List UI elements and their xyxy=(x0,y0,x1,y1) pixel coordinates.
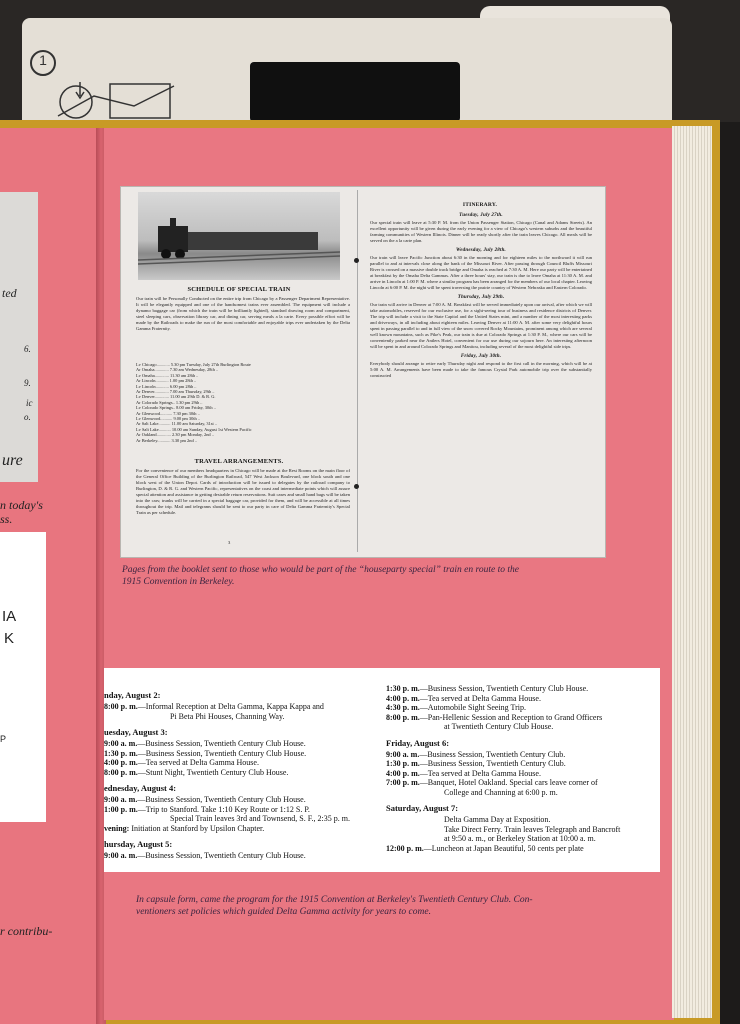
folder-number: 1 xyxy=(30,50,56,76)
staple-icon xyxy=(354,258,359,263)
caption-line: In capsule form, came the program for the 1915 Convention at Berkeley's Twentieth Century Club. Con- xyxy=(136,895,533,905)
program-text: —Business Session, Twentieth Century Club House. xyxy=(137,739,306,748)
itinerary-day-text: Our train will leave Pacific Junction about 6:30 in the morning and for eighteen miles to the northward it will run parallel to and at intervals close along the bank of the Missouri River. After passing through Council Bluffs Missouri River is crossed on a massive double track bridge and Omaha is reached at 7:30 A. M. Here our party will be entertained at breakfast by the Omaha Delta Gammas. After a three hours' stay, our train is due to leave Omaha at 11:30 A. M. and arrive in Lincoln at 1:00 P. M. where a similar program has been arranged for the members of our local chapter. Leaving Lincoln at 6:00 P. M. the night will be spent traversing the prairie country of Western Nebraska and Eastern Colorado. xyxy=(370,255,592,290)
left-card-text: K xyxy=(4,630,15,647)
itinerary-day-text: Our special train will leave at 5:30 P. M. from the Union Passenger Station, Chicago (Canal and Adams Streets). An excellent opportunity will be given during the early evening for a view of Chicago's western suburbs and the beautiful farming communities of Western Illinois. Dinner will be ready shortly after the train leaves Chicago. All meals will be served on the a la carte plan. xyxy=(370,220,592,243)
program-time: 9:00 a. m. xyxy=(104,851,138,860)
program-text: —Business Session, Twentieth Century Club House. xyxy=(419,684,589,693)
train-image-icon xyxy=(138,192,340,280)
program-text: —Automobile Sight Seeing Trip. xyxy=(419,703,527,712)
program-item xyxy=(104,749,384,759)
program-text: —Business Session, Twentieth Century Club House. xyxy=(137,795,306,804)
program-item xyxy=(386,778,660,788)
program-caption xyxy=(136,894,636,918)
schedule-row: Lv Lincoln............ 6.00 pm 28th .. xyxy=(136,383,197,389)
program-item-continuation: at Twentieth Century Club House. xyxy=(444,722,554,731)
program-time: 8:00 p. m. xyxy=(104,767,138,777)
booklet-caption xyxy=(122,564,622,588)
program-text: —Stunt Night, Twentieth Century Club House. xyxy=(137,767,289,777)
program-time: 9:00 a. m. xyxy=(104,795,138,804)
program-time: 1:30 p. m. xyxy=(386,759,420,768)
left-card-text: IA xyxy=(2,608,17,625)
program-time: 8:00 p. m. xyxy=(386,712,420,722)
program-item-continuation: Pi Beta Phi Houses, Channing Way. xyxy=(170,711,285,721)
left-card-text: P xyxy=(0,734,7,744)
scanner-device xyxy=(250,62,460,122)
program-item xyxy=(386,759,660,769)
program-text: —Informal Reception at Delta Gamma, Kappa Kappa and xyxy=(137,702,324,711)
left-photo-text: 9. xyxy=(24,378,31,388)
program-time: 4:00 p. m. xyxy=(386,693,420,703)
program-text: —Tea served at Delta Gamma House. xyxy=(419,768,541,778)
program-item xyxy=(386,694,660,704)
schedule-table xyxy=(136,362,350,444)
schedule-row: Ar Lincoln............ 1.00 pm 28th .. xyxy=(136,378,197,384)
program-time: 7:00 p. m. xyxy=(386,778,420,787)
schedule-row: Ar Omaha............. 7.30 am Wednesday, 28th .. xyxy=(136,367,219,373)
caption-line: 1915 Convention in Berkeley. xyxy=(122,577,235,587)
program-text: —Tea served at Delta Gamma House. xyxy=(419,693,541,703)
left-photo-text: ted xyxy=(2,286,17,300)
left-photo-text: 6. xyxy=(24,344,31,354)
program-item xyxy=(386,703,660,713)
itinerary-day-head: Friday, July 30th. xyxy=(460,354,502,359)
program-text: —Business Session, Twentieth Century Club House. xyxy=(137,851,306,860)
program-text: —Luncheon at Japan Beautiful, 50 cents per plate xyxy=(423,843,584,853)
travel-title: TRAVEL ARRANGEMENTS. xyxy=(194,458,284,465)
program-day-heading: nday, August 2: xyxy=(104,690,161,700)
program-item-continuation: College and Channing at 6:00 p. m. xyxy=(444,787,558,797)
left-bottom-text: r contribu- xyxy=(0,924,53,938)
program-day-heading: hursday, August 5: xyxy=(104,839,173,849)
travel-text: For the convenience of our members headquarters in Chicago will be made at the Rest Rooms on the main floor of the General Office Building of the Burlington Railroad, 547 West Jackson Boulevard, one block south and one block west of the Union Depot. Cards of introduction will be issued to delegates by the railroad company to Burlington, D. & R. G. and Western Pacific, representatives on the coast and intermediate points which will assure special attention and assistance in getting desirable return reservations. Suit cases and small hand bags will be taken into the cars; trunks will be carried in a special baggage car, provided for them, and will be accessible at all times throughout the trip. Mail and telegrams should be sent to our party in care of Delta Gamma Fraternity's Special Train as per schedule. xyxy=(136,468,350,515)
program-time: 1:30 p. m. xyxy=(104,748,138,758)
program-item-continuation: Delta Gamma Day at Exposition. xyxy=(444,815,551,824)
program-time: 1:00 p. m. xyxy=(104,804,138,814)
program-time: 8:00 p. m. xyxy=(104,702,138,711)
schedule-text: Our train will be Personally Conducted on the entire trip from Chicago by a Passenger Department Representative. It will be elegantly equipped and one of the handsomest trains ever assembled. The equipment will include a dynamo baggage car (from which the train will be brilliantly lighted), standard drawing room and compartment, steel sleeping cars, observation library car, and dining car, serving meals a la carte. Every possible effort will be made by the Railroads to make the run of the most comfortable and enjoyable trips ever undertaken by the Delta Gamma Fraternity. xyxy=(136,296,350,331)
schedule-row: Ar Glenwood........... 7.30 pm 30th .. xyxy=(136,410,200,416)
program-item-continuation: Take Direct Ferry. Train leaves Telegraph and Bancroft xyxy=(444,824,621,834)
program-item xyxy=(386,750,660,760)
program-item-continuation: at 9:50 a. m., or Berkeley Station at 10:00 a. m. xyxy=(444,834,596,843)
schedule-row: Lv Chicago............ 5.30 pm Tuesday, July 27th Burlington Route xyxy=(136,362,251,367)
program-text: —Banquet, Hotel Oakland. Special cars leave corner of xyxy=(419,778,598,787)
program-time: 4:00 p. m. xyxy=(386,768,420,778)
program-day-heading: uesday, August 3: xyxy=(104,727,168,737)
itinerary-day-head: Tuesday, July 27th. xyxy=(459,213,503,218)
program-item xyxy=(104,824,384,834)
schedule-row: Lv Salt Lake........... 10.00 am Sunday, August 1st Western Pacific xyxy=(136,426,252,432)
left-caption-line: ss. xyxy=(0,512,13,526)
train-photo xyxy=(138,192,340,280)
program-item xyxy=(386,769,660,779)
page-edges xyxy=(672,126,712,1018)
caption-line: Pages from the booklet sent to those who would be part of the “houseparty special” train en route to the xyxy=(122,565,519,575)
program-item-continuation: Special Train leaves 3rd and Townsend, S. F., 2:35 p. m. xyxy=(170,814,350,823)
program-day-heading: ednesday, August 4: xyxy=(104,783,177,793)
itinerary-day-head: Thursday, July 29th. xyxy=(457,295,505,300)
schedule-row: Ar Berkeley............ 3.30 pm 2nd .. xyxy=(136,437,197,443)
program-text: —Business Session, Twentieth Century Club. xyxy=(419,749,566,759)
booklet-page-number: 3 xyxy=(228,540,231,545)
program-text: —Pan-Hellenic Session and Reception to Grand Officers xyxy=(419,712,603,722)
booklet-fold xyxy=(357,190,358,552)
schedule-row: Lv Glenwood........... 9.00 pm 30th .. xyxy=(136,416,201,422)
program-time: 1:30 p. m. xyxy=(386,684,420,693)
schedule-row: Lv Denver............. 11.00 am 29th D. & R. G. xyxy=(136,394,216,400)
schedule-title: SCHEDULE OF SPECIAL TRAIN xyxy=(187,286,291,293)
program-item xyxy=(104,758,384,768)
program-item xyxy=(104,805,384,815)
program-item xyxy=(386,713,660,723)
itinerary-day-text: Our train will arrive in Denver at 7:00 A. M. Breakfast will be served immediately upon our arrival, after which we will take automobiles, reserved for our exclusive use, for a sight-seeing tour of business and residence districts of Denver. The trip will include a visit to the State Capitol and the United States mint, and a number of the most interesting parks and driveways, in all including about eighteen miles. Leaving Denver at 11:00 A. M. after some very delightful hours spent in passing parallel to and in full view of the snow covered Rocky Mountains, prominent among which are several well known mountains, such as Pike's Peak, our train is due at Colorado Springs at 1:30 P. M., where our cars will be conveniently parked near the Antlers Hotel, convenient for our use during our sojourn here. An interesting afternoon will be spent in and around Colorado Springs and Manitou, including several of the most delightful side trips. xyxy=(370,302,592,349)
schedule-row: Ar Colorado Springs.. 1.30 pm 29th .. xyxy=(136,399,203,405)
schedule-row: Ar Salt Lake........... 11.00 am Saturday, 31st .. xyxy=(136,421,218,427)
left-caption-line: n today's xyxy=(0,498,43,512)
program-right-column xyxy=(386,684,660,870)
left-card-fragment xyxy=(0,532,46,822)
program-text: Initiation at Stanford by Upsilon Chapter. xyxy=(129,823,265,833)
program-time: 4:30 p. m. xyxy=(386,703,420,712)
program-item xyxy=(104,795,384,805)
caption-line: ventioners set policies which guided Delta Gamma activity for years to come. xyxy=(136,907,431,917)
schedule-row: Lv Colorado Springs.. 8.00 am Friday, 30th .. xyxy=(136,405,216,411)
program-text: —Business Session, Twentieth Century Club. xyxy=(419,759,566,768)
itinerary-day-head: Wednesday, July 28th. xyxy=(455,248,507,253)
program-item xyxy=(104,768,384,778)
program-item xyxy=(386,844,660,854)
program-left-column xyxy=(104,690,384,870)
schedule-row: Lv Omaha............. 11.30 am 28th .. xyxy=(136,372,199,378)
itinerary-title: ITINERARY. xyxy=(462,202,498,208)
program-time: 12:00 p. m. xyxy=(386,843,424,853)
schedule-row: Ar Oakland............. 2.30 pm Monday, 2nd .. xyxy=(136,432,214,438)
schedule-row: Ar Denver............. 7.00 am Thursday, 29th .. xyxy=(136,389,215,395)
program-time: 9:00 a. m. xyxy=(104,739,138,748)
left-photo-text: ure xyxy=(2,452,23,469)
left-photo-fragment xyxy=(0,192,38,482)
program-time: 4:00 p. m. xyxy=(104,758,138,767)
program-item xyxy=(104,739,384,749)
itinerary-day-text: Everybody should arrange to retire early Thursday night and respond to the first call in the morning, which will be at 5:00 A. M. Arrangements have been made to take the famous Crystal Park automobile trip over the substantially constructed xyxy=(370,361,592,378)
program-text: —Trip to Stanford. Take 1:10 Key Route or 1:12 S. P. xyxy=(137,804,310,814)
program-item xyxy=(104,851,384,861)
itinerary-body xyxy=(370,212,592,538)
program-text: —Tea served at Delta Gamma House. xyxy=(137,758,259,767)
left-photo-text: o. xyxy=(24,412,31,422)
program-text: —Business Session, Twentieth Century Club House. xyxy=(137,748,307,758)
program-day-heading: Friday, August 6: xyxy=(386,737,450,748)
program-day-heading: Saturday, August 7: xyxy=(386,803,459,813)
program-item xyxy=(386,684,660,694)
program-time: vening: xyxy=(104,823,130,833)
program-item xyxy=(104,702,384,712)
program-time: 9:00 a. m. xyxy=(386,749,420,759)
left-photo-text: ic xyxy=(26,398,33,408)
staple-icon xyxy=(354,484,359,489)
instruction-sketch-icon xyxy=(54,76,194,122)
